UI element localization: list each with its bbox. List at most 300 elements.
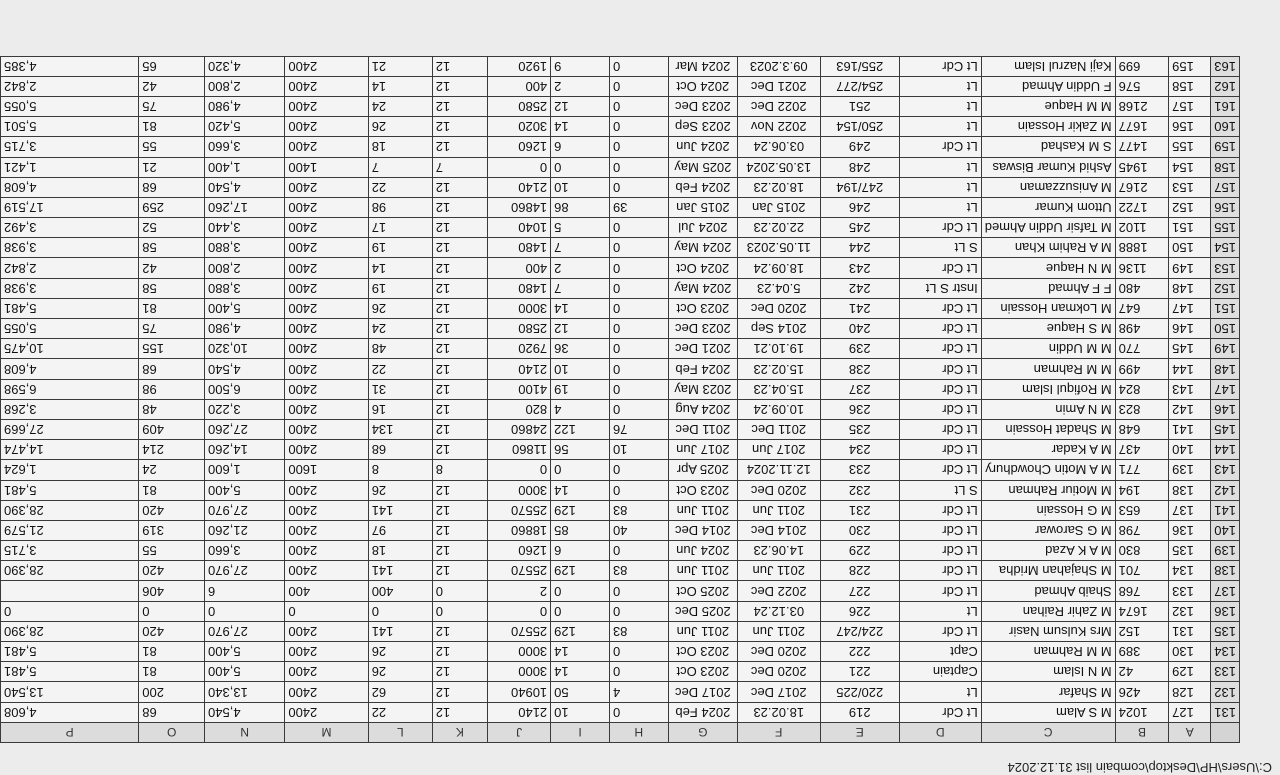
table-cell: 2140 (487, 359, 550, 379)
table-cell: 200 (139, 682, 205, 702)
table-cell: 3,268 (1, 399, 139, 419)
table-cell: 2,842 (1, 76, 139, 96)
table-cell: 5,400 (205, 642, 285, 662)
table-cell: 09.3.2023 (737, 56, 820, 76)
table-cell: 21 (139, 157, 205, 177)
table-cell: 2168 (1115, 97, 1169, 117)
table-row (1, 197, 1240, 217)
table-cell: 12 (432, 561, 487, 581)
table-cell: 2140 (487, 177, 550, 197)
table-cell: 224/247 (820, 621, 899, 641)
table-cell: 823 (1115, 399, 1169, 419)
table-cell: 254/277 (820, 76, 899, 96)
row-number-cell: 161 (1211, 97, 1240, 117)
table-cell: 2400 (285, 76, 368, 96)
table-cell: 4,980 (205, 319, 285, 339)
row-number-cell: 145 (1211, 420, 1240, 440)
table-cell: S Lt (899, 480, 981, 500)
table-cell: Lt (899, 76, 981, 96)
table-cell: 12 (432, 420, 487, 440)
table-cell: M Shajahan Mridha (981, 561, 1115, 581)
table-cell: 0 (609, 339, 668, 359)
table-cell: 227 (820, 581, 899, 601)
table-cell: 0 (205, 601, 285, 621)
column-header-l: L (368, 722, 432, 742)
table-cell: 40 (609, 520, 668, 540)
table-cell: 152 (1115, 621, 1169, 641)
table-cell: 2400 (285, 500, 368, 520)
table-cell: 28,390 (1, 621, 139, 641)
table-row (1, 157, 1240, 177)
table-cell: 770 (1115, 339, 1169, 359)
table-cell: 1477 (1115, 137, 1169, 157)
table-row (1, 682, 1240, 702)
table-cell: M A Rahim Khan (981, 238, 1115, 258)
table-cell: 85 (551, 520, 610, 540)
table-cell: 5,055 (1, 97, 139, 117)
table-cell: 13,340 (205, 682, 285, 702)
table-cell: 68 (139, 359, 205, 379)
table-cell: M M Rahman (981, 642, 1115, 662)
table-cell: 36 (551, 339, 610, 359)
table-cell: 28,390 (1, 500, 139, 520)
table-cell: 5,400 (205, 662, 285, 682)
table-cell: 17 (368, 218, 432, 238)
table-cell: 2400 (285, 319, 368, 339)
table-row (1, 177, 1240, 197)
table-cell: M A Motin Chowdhury (981, 460, 1115, 480)
table-cell: 2024 May (668, 278, 737, 298)
table-cell: 2022 Dec (737, 581, 820, 601)
table-cell: 81 (139, 117, 205, 137)
table-row (1, 561, 1240, 581)
table-cell: 2024 Jun (668, 137, 737, 157)
table-cell: 2400 (285, 238, 368, 258)
table-cell: 2020 Dec (737, 662, 820, 682)
table-cell: 0 (432, 601, 487, 621)
table-cell: 22 (368, 359, 432, 379)
table-cell: 2017 Dec (737, 682, 820, 702)
table-cell: 0 (1, 601, 139, 621)
table-cell: 12 (432, 177, 487, 197)
table-cell: 0 (609, 601, 668, 621)
table-cell: 4,608 (1, 177, 139, 197)
table-cell: 237 (820, 379, 899, 399)
table-cell: Shaib Ahmad (981, 581, 1115, 601)
row-number-cell: 163 (1211, 56, 1240, 76)
table-cell: M Zakir Hossain (981, 117, 1115, 137)
table-cell: 0 (609, 238, 668, 258)
table-cell: 26 (368, 298, 432, 318)
table-cell: 798 (1115, 520, 1169, 540)
table-cell: 243 (820, 258, 899, 278)
table-cell: 2 (551, 76, 610, 96)
table-cell: 2020 Dec (737, 642, 820, 662)
table-cell: 2400 (285, 379, 368, 399)
table-cell: 0 (609, 359, 668, 379)
table-cell: 2024 Oct (668, 258, 737, 278)
table-cell: 50 (551, 682, 610, 702)
table-cell: 14,260 (205, 440, 285, 460)
table-cell: 2024 May (668, 238, 737, 258)
table-cell: 27,970 (205, 561, 285, 581)
table-cell: 2 (487, 581, 550, 601)
table-cell: 2580 (487, 319, 550, 339)
table-cell: 1136 (1115, 258, 1169, 278)
table-cell: 16 (368, 399, 432, 419)
table-cell: Lt (899, 682, 981, 702)
table-cell: 81 (139, 662, 205, 682)
table-cell: 131 (1169, 621, 1211, 641)
table-cell: 18 (368, 541, 432, 561)
row-number-cell: 156 (1211, 197, 1240, 217)
table-cell: 2025 May (668, 157, 737, 177)
table-cell: 0 (432, 581, 487, 601)
table-cell: 232 (820, 480, 899, 500)
table-cell: 2400 (285, 97, 368, 117)
table-row (1, 76, 1240, 96)
table-cell: 157 (1169, 97, 1211, 117)
table-cell: 75 (139, 97, 205, 117)
table-cell: 2024 Feb (668, 359, 737, 379)
table-cell: 58 (139, 278, 205, 298)
table-cell: Mrs Kulsum Nasir (981, 621, 1115, 641)
table-cell: 6 (551, 137, 610, 157)
table-cell: 6 (205, 581, 285, 601)
table-row (1, 440, 1240, 460)
table-cell: Lt (899, 197, 981, 217)
table-row (1, 97, 1240, 117)
table-cell: 136 (1169, 520, 1211, 540)
column-header-m: M (285, 722, 368, 742)
table-cell: 27,669 (1, 420, 139, 440)
table-cell: 2400 (285, 56, 368, 76)
table-cell: 2400 (285, 278, 368, 298)
table-cell: 245 (820, 218, 899, 238)
table-cell: 409 (139, 420, 205, 440)
table-cell: M N Haque (981, 258, 1115, 278)
table-cell: 141 (368, 561, 432, 581)
table-cell: 12 (432, 137, 487, 157)
table-cell: Lt (899, 601, 981, 621)
table-cell: 24 (368, 319, 432, 339)
table-cell: M A K Azad (981, 541, 1115, 561)
table-cell: 81 (139, 480, 205, 500)
table-cell: 137 (1169, 500, 1211, 520)
column-header-j: J (487, 722, 550, 742)
table-cell: 21,260 (205, 520, 285, 540)
table-cell: 81 (139, 642, 205, 662)
table-cell: 2,800 (205, 258, 285, 278)
table-cell: 8 (432, 460, 487, 480)
table-cell: 3000 (487, 662, 550, 682)
table-cell: 499 (1115, 359, 1169, 379)
table-row (1, 379, 1240, 399)
table-cell: 155 (139, 339, 205, 359)
table-cell: 7 (432, 157, 487, 177)
table-cell: Lt Cdr (899, 561, 981, 581)
table-cell: 3,220 (205, 399, 285, 419)
table-cell: 0 (368, 601, 432, 621)
table-cell: 2021 Dec (668, 339, 737, 359)
table-cell: 62 (368, 682, 432, 702)
table-cell: 0 (609, 157, 668, 177)
table-cell: 150 (1169, 238, 1211, 258)
table-cell: 48 (139, 399, 205, 419)
table-cell: 0 (609, 56, 668, 76)
table-cell: 42 (139, 76, 205, 96)
table-cell: 14,474 (1, 440, 139, 460)
table-cell: 12 (551, 319, 610, 339)
table-cell: M Lokman Hossain (981, 298, 1115, 318)
table-cell: 7 (551, 238, 610, 258)
row-number-cell: 137 (1211, 581, 1240, 601)
table-cell: 86 (551, 197, 610, 217)
table-cell: 2011 Jun (668, 621, 737, 641)
table-cell: 128 (1169, 682, 1211, 702)
table-cell: 4,385 (1, 56, 139, 76)
table-cell: 319 (139, 520, 205, 540)
table-cell: Lt Cdr (899, 319, 981, 339)
table-cell: 2015 Jan (668, 197, 737, 217)
table-cell: 25570 (487, 621, 550, 641)
table-cell: 0 (551, 601, 610, 621)
table-cell: 2011 Jun (737, 500, 820, 520)
table-cell: 2400 (285, 359, 368, 379)
table-cell: 0 (609, 177, 668, 197)
table-cell: 129 (551, 500, 610, 520)
table-cell: 247/194 (820, 177, 899, 197)
data-table (0, 56, 1240, 743)
table-cell: 18.02.23 (737, 177, 820, 197)
table-cell: 3,440 (205, 218, 285, 238)
table-cell: 147 (1169, 298, 1211, 318)
table-cell: Lt Cdr (899, 399, 981, 419)
table-cell: 122 (551, 420, 610, 440)
table-cell: 2023 Dec (668, 319, 737, 339)
table-row (1, 238, 1240, 258)
table-cell: 233 (820, 460, 899, 480)
table-cell: 24860 (487, 420, 550, 440)
table-cell: 27,970 (205, 500, 285, 520)
table-cell: 0 (551, 581, 610, 601)
table-cell: 1480 (487, 278, 550, 298)
table-cell: 97 (368, 520, 432, 540)
table-cell: 5,481 (1, 662, 139, 682)
table-row (1, 399, 1240, 419)
column-header-o: O (139, 722, 205, 742)
table-cell: 12 (432, 218, 487, 238)
table-cell: 130 (1169, 642, 1211, 662)
table-cell: 133 (1169, 581, 1211, 601)
table-cell: 480 (1115, 278, 1169, 298)
table-cell: 701 (1115, 561, 1169, 581)
table-cell: 2022 Dec (737, 97, 820, 117)
table-cell: 2400 (285, 137, 368, 157)
table-cell: 19 (368, 238, 432, 258)
table-cell: 235 (820, 420, 899, 440)
row-number-cell: 159 (1211, 137, 1240, 157)
table-cell: 426 (1115, 682, 1169, 702)
table-cell: M Zahir Raihan (981, 601, 1115, 621)
table-cell: 2400 (285, 399, 368, 419)
table-cell: Lt Cdr (899, 500, 981, 520)
table-cell: 65 (139, 56, 205, 76)
table-cell: 2,842 (1, 258, 139, 278)
table-cell: 2400 (285, 218, 368, 238)
table-cell: 03.06.24 (737, 137, 820, 157)
row-number-cell: 153 (1211, 258, 1240, 278)
table-cell: 1,400 (205, 157, 285, 177)
table-cell: 28,390 (1, 561, 139, 581)
table-cell: Lt Cdr (899, 137, 981, 157)
table-cell: 76 (609, 420, 668, 440)
table-cell: 2400 (285, 480, 368, 500)
table-cell: 0 (609, 137, 668, 157)
table-cell: 420 (139, 621, 205, 641)
table-cell: 135 (1169, 541, 1211, 561)
table-cell: Lt Cdr (899, 258, 981, 278)
table-cell: 11860 (487, 440, 550, 460)
column-header-f: F (737, 722, 820, 742)
table-cell: 2011 Jun (668, 561, 737, 581)
table-cell: 2011 Dec (668, 420, 737, 440)
table-cell: Kaji Nazrul Islam (981, 56, 1115, 76)
table-cell: 653 (1115, 500, 1169, 520)
table-cell: 248 (820, 157, 899, 177)
table-cell: 2167 (1115, 177, 1169, 197)
table-cell: 2024 Feb (668, 702, 737, 722)
row-number-cell: 140 (1211, 520, 1240, 540)
table-cell: 1,600 (205, 460, 285, 480)
table-cell: 2024 Jun (668, 541, 737, 561)
table-cell: Lt (899, 177, 981, 197)
table-cell: 12 (432, 440, 487, 460)
table-cell: 3000 (487, 298, 550, 318)
table-cell: Ashid Kumar Biswas (981, 157, 1115, 177)
table-cell: 14860 (487, 197, 550, 217)
table-cell: 4,608 (1, 359, 139, 379)
table-cell: 83 (609, 561, 668, 581)
column-header-c: C (981, 722, 1115, 742)
table-row (1, 581, 1240, 601)
table-cell: 0 (609, 218, 668, 238)
table-cell: 5,481 (1, 480, 139, 500)
table-cell: 75 (139, 319, 205, 339)
table-cell: 2021 Dec (737, 76, 820, 96)
table-cell: 1024 (1115, 702, 1169, 722)
table-cell: 2400 (285, 682, 368, 702)
table-cell: 6,500 (205, 379, 285, 399)
table-cell: M M Rahman (981, 359, 1115, 379)
table-cell: 1040 (487, 218, 550, 238)
table-cell: 231 (820, 500, 899, 520)
table-cell: 2400 (285, 662, 368, 682)
table-cell: Lt Cdr (899, 379, 981, 399)
table-cell: 2400 (285, 339, 368, 359)
table-row (1, 420, 1240, 440)
table-cell: 2020 Dec (737, 480, 820, 500)
table-cell: 0 (285, 601, 368, 621)
row-number-cell: 148 (1211, 359, 1240, 379)
table-cell: 5,481 (1, 642, 139, 662)
table-cell: 9 (551, 56, 610, 76)
table-cell: 12 (432, 500, 487, 520)
table-cell: 12 (432, 97, 487, 117)
table-cell: 3,715 (1, 137, 139, 157)
table-cell: 2023 Oct (668, 480, 737, 500)
table-cell: 14 (551, 662, 610, 682)
table-row (1, 621, 1240, 641)
table-cell: Lt Cdr (899, 218, 981, 238)
table-cell: 239 (820, 339, 899, 359)
table-cell: 132 (1169, 601, 1211, 621)
row-number-cell: 150 (1211, 319, 1240, 339)
table-cell: 12 (432, 197, 487, 217)
column-header-row (1, 722, 1240, 742)
row-number-cell: 134 (1211, 642, 1240, 662)
table-cell: 24 (139, 460, 205, 480)
table-cell: 820 (487, 399, 550, 419)
table-cell: 14 (551, 117, 610, 137)
table-cell: 154 (1169, 157, 1211, 177)
table-cell: S M Kashad (981, 137, 1115, 157)
table-cell: 2014 Dec (737, 520, 820, 540)
table-cell: 2023 Oct (668, 662, 737, 682)
table-cell: 142 (1169, 399, 1211, 419)
table-cell: 2015 Jan (737, 197, 820, 217)
table-cell: 48 (368, 339, 432, 359)
table-cell: M M Haque (981, 97, 1115, 117)
table-cell: 42 (139, 258, 205, 278)
table-cell: 3,938 (1, 278, 139, 298)
table-cell: 238 (820, 359, 899, 379)
table-cell: 7920 (487, 339, 550, 359)
table-cell: 14 (368, 76, 432, 96)
table-cell: S Lt (899, 238, 981, 258)
table-cell: 0 (609, 379, 668, 399)
table-row (1, 500, 1240, 520)
table-cell: 14 (551, 642, 610, 662)
table-cell: 255/163 (820, 56, 899, 76)
table-cell: 12 (432, 339, 487, 359)
table-cell: 14.06.23 (737, 541, 820, 561)
table-cell: 498 (1115, 319, 1169, 339)
table-cell: 1400 (285, 157, 368, 177)
table-cell: 0 (609, 117, 668, 137)
table-cell: 12 (432, 76, 487, 96)
table-cell: 14 (551, 480, 610, 500)
table-cell: 68 (368, 440, 432, 460)
table-cell: Lt Cdr (899, 520, 981, 540)
table-cell: 56 (551, 440, 610, 460)
table-cell: 21,579 (1, 520, 139, 540)
column-header-e: E (820, 722, 899, 742)
table-cell: 155 (1169, 137, 1211, 157)
table-cell: M G Hossain (981, 500, 1115, 520)
table-cell: Instr S Lt (899, 278, 981, 298)
table-cell: Lt Cdr (899, 702, 981, 722)
table-cell: 5 (551, 218, 610, 238)
table-cell: 2400 (285, 258, 368, 278)
table-cell: 2011 Dec (737, 420, 820, 440)
table-row (1, 218, 1240, 238)
table-cell: 259 (139, 197, 205, 217)
table-cell: 22 (368, 177, 432, 197)
table-cell: 138 (1169, 480, 1211, 500)
table-cell: 22.02.23 (737, 218, 820, 238)
table-cell: 0 (609, 258, 668, 278)
